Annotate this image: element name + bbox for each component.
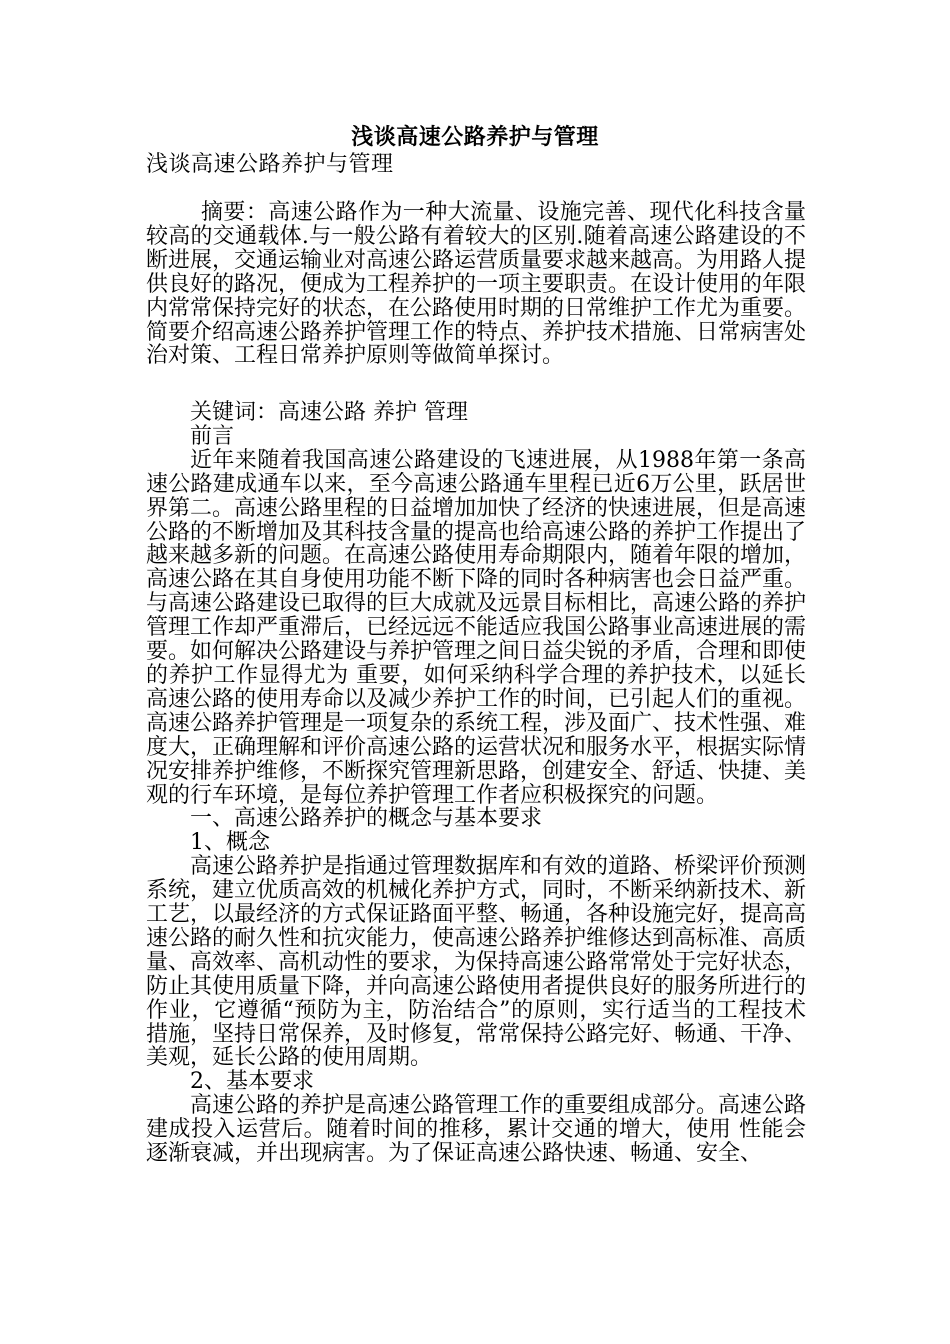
document-subtitle: 浅谈高速公路养护与管理 (146, 152, 394, 177)
concept-paragraph: 高速公路养护是指通过管理数据库和有效的道路、桥梁评价预测系统，建立优质高效的机械化养护方式，同时，不断采纳新技术、新工艺，以最经济的方式保证路面平整、畅通，各种设施完好，提高高速公路的耐久性和抗灾能力，使高速公路养护维修达到高标准、高质量、高效率、高机动性的要求，为保持高速公路常常处于完好状态，防止其使用质量下降，并向高速公路使用者提供良好的服务所进行的作业，它遵循“预防为主，防治结合”的原则，实行适当的工程技术措施，坚持日常保养，及时修复，常常保持公路完好、畅通、干净、美观，延长公路的使用周期。 (146, 854, 807, 1071)
main-body (146, 401, 806, 1166)
preface-heading: 前言 (190, 423, 235, 449)
subsection-heading-concept: 1、概念 (190, 830, 270, 856)
document-title: 浅谈高速公路养护与管理 (351, 124, 599, 150)
preface-paragraph: 近年来随着我国高速公路建设的飞速进展，从1988年第一条高速公路建成通车以来，至今高速公路通车里程已近6万公里，跃居世界第二。高速公路里程的日益增加加快了经济的快速进展，但是高速公路的不断增加及其科技含量的提高也给高速公路的养护工作提出了越来越多新的问题。在高速公路使用寿命期限内，随着年限的增加，高速公路在其自身使用功能不断下降的同时各种病害也会日益严重。与高速公路建设已取得的巨大成就及远景目标相比，高速公路的养护管理工作却严重滞后，已经远远不能适应我国公路事业高速进展的需要。如何解决公路建设与养护管理之间日益尖锐的矛盾，合理和即使的养护工作显得尤为 重要，如何采纳科学合理的养护技术，以延长高速公路的使用寿命以及减少养护工作的时间，已引起人们的重视。高速公路养护管理是一项复杂的系统工程，涉及面广、技术性强、难度大，正确理解和评价高速公路的运营状况和服务水平，根据实际情况安排养护维修，不断探究管理新思路，创建安全、舒适、快捷、美观的行车环境，是每位养护管理工作者应积极探究的问题。 (146, 447, 807, 808)
section-heading-1: 一、高速公路养护的概念与基本要求 (190, 806, 543, 832)
requirements-paragraph: 高速公路的养护是高速公路管理工作的重要组成部分。高速公路建成投入运营后。随着时间的推移，累计交通的增大，使用 性能会逐渐衰减，并出现病害。为了保证高速公路快速、畅通、安全、 (146, 1093, 807, 1167)
keywords-line: 关键词：高速公路 养护 管理 (190, 400, 468, 425)
abstract-paragraph: 摘要：高速公路作为一种大流量、设施完善、现代化科技含量较高的交通载体.与一般公路有着较大的区别.随着高速公路建设的不断进展，交通运输业对高速公路运营质量要求越来越高。为用路人提供良好的路况，便成为工程养护的一项主要职责。在设计使用的年限内常常保持完好的状态，在公路使用时期的日常维护工作尤为重要。简要介绍高速公路养护管理工作的特点、养护技术措施、日常病害处治对策、工程日常养护原则等做简单探讨。 (146, 200, 807, 369)
subsection-heading-requirements: 2、基本要求 (190, 1069, 314, 1095)
abstract-section (146, 201, 806, 368)
